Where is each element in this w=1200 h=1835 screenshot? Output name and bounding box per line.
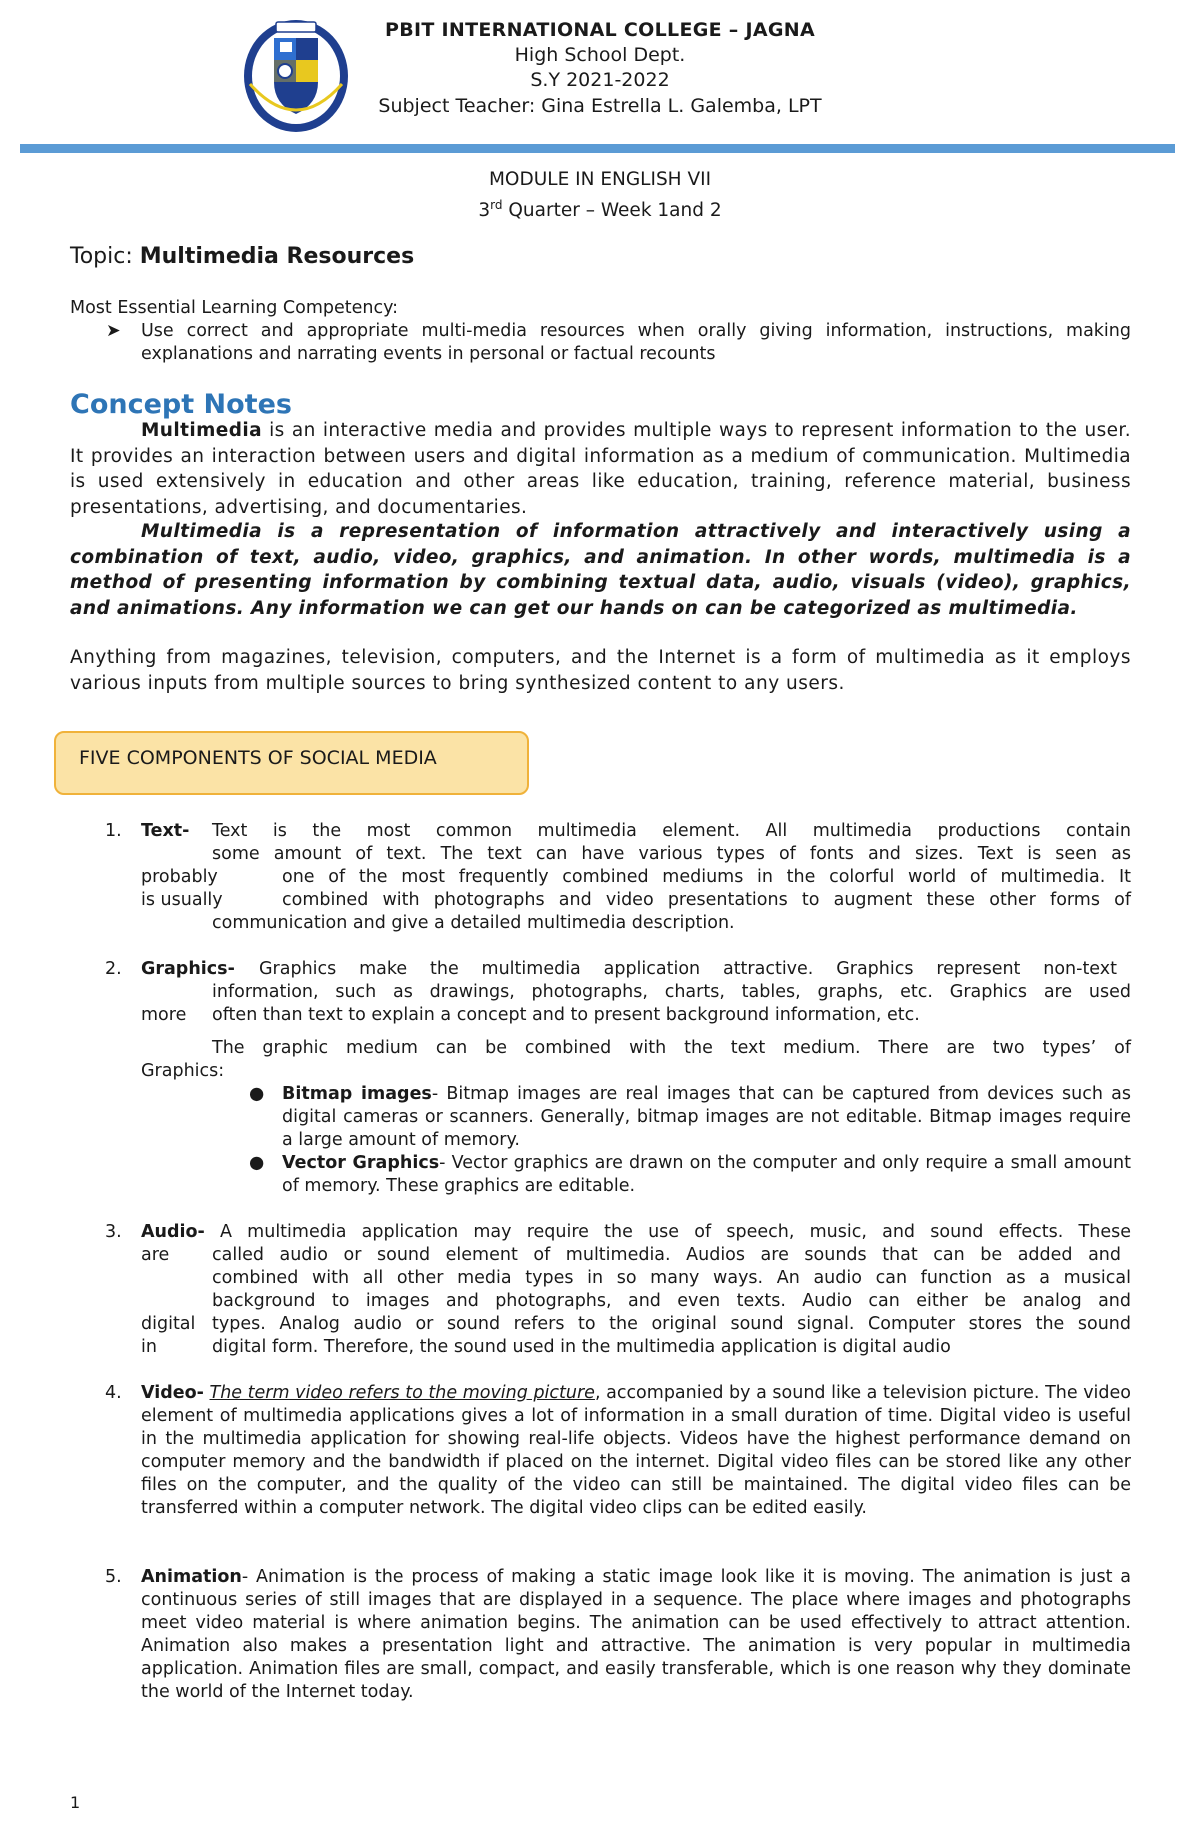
graphics-line-3: often than text to explain a concept and to present background information, etc. — [212, 1005, 920, 1025]
video-underlined-text: The term video refers to the moving picture — [209, 1383, 595, 1403]
header-rule — [20, 144, 1175, 153]
audio-line-3: combined with all other media types in so many ways. An audio can function as a musical — [212, 1268, 1131, 1288]
audio-line-2: called audio or sound element of multimedia. Audios are sounds that can be added and — [212, 1245, 1121, 1265]
concept-paragraph-1 — [70, 418, 1131, 520]
audio-margin-word-2: digital — [141, 1314, 196, 1334]
audio-line-5: types. Analog audio or sound refers to the original sound signal. Computer stores the sound — [212, 1314, 1131, 1334]
graphics-line-4: The graphic medium can be combined with the text medium. There are two types’ of — [212, 1038, 1131, 1058]
text-term: Text- — [141, 821, 190, 841]
list-number-3: 3. — [105, 1222, 122, 1242]
topic-value: Multimedia Resources — [139, 244, 415, 269]
text-line-5: communication and give a detailed multimedia description. — [212, 913, 735, 933]
bitmap-images-term: Bitmap images — [282, 1084, 432, 1104]
quarter-text: Quarter – Week 1and 2 — [502, 200, 722, 222]
melc-item: Use correct and appropriate multi-media resources when orally giving information, instructions, making explanations and narrating events in personal or factual recounts — [141, 321, 1131, 364]
concept-heading: Concept Notes — [70, 389, 292, 420]
components-callout-text: FIVE COMPONENTS OF SOCIAL MEDIA — [79, 747, 437, 769]
bitmap-images-text: - Bitmap images are real images that can be captured from devices such as digital cameras or scanners. Generally, bitmap images are not editable. Bitmap images require a large amount of memory. — [282, 1084, 1131, 1150]
graphics-term: Graphics- — [141, 959, 235, 979]
list-number-4: 4. — [105, 1383, 122, 1403]
text-margin-word-2: is usually — [141, 890, 223, 910]
text-line-4: combined with photographs and video presentations to augment these other forms of — [282, 890, 1131, 910]
multimedia-term: Multimedia — [141, 420, 262, 441]
graphics-line-2: information, such as drawings, photographs, charts, tables, graphs, etc. Graphics are used — [212, 982, 1131, 1002]
text-margin-word-1: probably — [141, 867, 218, 887]
text-line-2: some amount of text. The text can have various types of fonts and sizes. Text is seen as — [212, 844, 1131, 864]
bitmap-images-item — [282, 1083, 1131, 1152]
quarter-line — [0, 193, 1200, 223]
audio-margin-word-3: in — [141, 1337, 157, 1357]
text-line-1: Text is the most common multimedia element. All multimedia productions contain — [212, 821, 1131, 841]
bullet-icon: ● — [249, 1084, 265, 1104]
page-number: 1 — [70, 1793, 81, 1812]
animation-term: Animation — [141, 1567, 242, 1587]
video-term: Video- — [141, 1383, 204, 1403]
graphics-margin-word-2: Graphics: — [141, 1061, 225, 1081]
module-title: MODULE IN ENGLISH VII — [488, 169, 712, 190]
animation-item — [141, 1566, 1131, 1704]
topic — [70, 243, 414, 271]
audio-term: Audio- — [141, 1222, 205, 1242]
school-name: PBIT INTERNATIONAL COLLEGE – JAGNA — [385, 19, 815, 41]
vector-graphics-text: - Vector graphics are drawn on the computer and only require a small amount of memory. These graphics are editable. — [282, 1153, 1131, 1196]
list-number-1: 1. — [105, 821, 122, 841]
animation-text: - Animation is the process of making a static image look like it is moving. The animation is just a continuous series of still images that are displayed in a sequence. The place where images and photographs meet video material is where animation begins. The animation can be used effectively to attract attention. Animation also makes a presentation light and attractive. The animation is very popular in multimedia application. Animation files are small, compact, and easily transferable, which is one reason why they dominate the world of the Internet today. — [141, 1567, 1131, 1702]
graphics-margin-word-1: more — [141, 1005, 187, 1025]
subject-teacher: Subject Teacher: Gina Estrella L. Galemba, LPT — [378, 95, 822, 117]
melc-bullet-icon: ➤ — [106, 321, 121, 341]
vector-graphics-term: Vector Graphics — [282, 1153, 440, 1173]
list-number-5: 5. — [105, 1567, 122, 1587]
concept-paragraph-2: Multimedia is a representation of information attractively and interactively using a combination of text, audio, video, graphics, and animation. In other words, multimedia is a method of presenting information by combining textual data, audio, visuals (video), graphics, and animations. Any information we can get our hands on can be categorized as multimedia. — [70, 521, 1131, 619]
department: High School Dept. — [514, 44, 686, 66]
concept-p1-text: is an interactive media and provides multiple ways to represent information to the user. It provides an interaction between users and digital information as a medium of communication. Multimedia is used extensively in education and other areas like education, training, reference material, business presentations, advertising, and documentaries. — [70, 420, 1131, 518]
topic-label: Topic: — [70, 244, 140, 269]
list-number-2: 2. — [105, 959, 122, 979]
quarter-number: 3 — [478, 200, 491, 222]
audio-line-6: digital form. Therefore, the sound used in the multimedia application is digital audio — [212, 1337, 951, 1357]
melc-label: Most Essential Learning Competency: — [70, 298, 399, 318]
audio-line-4: background to images and photographs, and even texts. Audio can either be analog and — [212, 1291, 1131, 1311]
text-line-3: one of the most frequently combined mediums in the colorful world of multimedia. It — [282, 867, 1131, 887]
bullet-icon: ● — [249, 1153, 265, 1173]
graphics-line-1: Graphics make the multimedia application attractive. Graphics represent non-text — [259, 959, 1117, 979]
school-year: S.Y 2021-2022 — [530, 69, 670, 91]
audio-margin-word-1: are — [141, 1245, 170, 1265]
video-item — [141, 1382, 1131, 1520]
video-text: , accompanied by a sound like a television picture. The video element of multimedia applications gives a lot of information in a small duration of time. Digital video is useful in the multimedia application for showing real-life objects. Videos have the highest performance demand on computer memory and the bandwidth if placed on the internet. Digital video files can be stored like any other files on the computer, and the quality of the video can still be maintained. The digital video files can be transferred within a computer network. The digital video clips can be edited easily. — [141, 1383, 1131, 1518]
concept-paragraph-3: Anything from magazines, television, computers, and the Internet is a form of multimedia as it employs various inputs from multiple sources to bring synthesized content to any users. — [70, 647, 1131, 694]
audio-line-1: A multimedia application may require the use of speech, music, and sound effects. These — [220, 1222, 1131, 1242]
quarter-suffix: rd — [490, 198, 503, 212]
vector-graphics-item — [282, 1152, 1131, 1198]
